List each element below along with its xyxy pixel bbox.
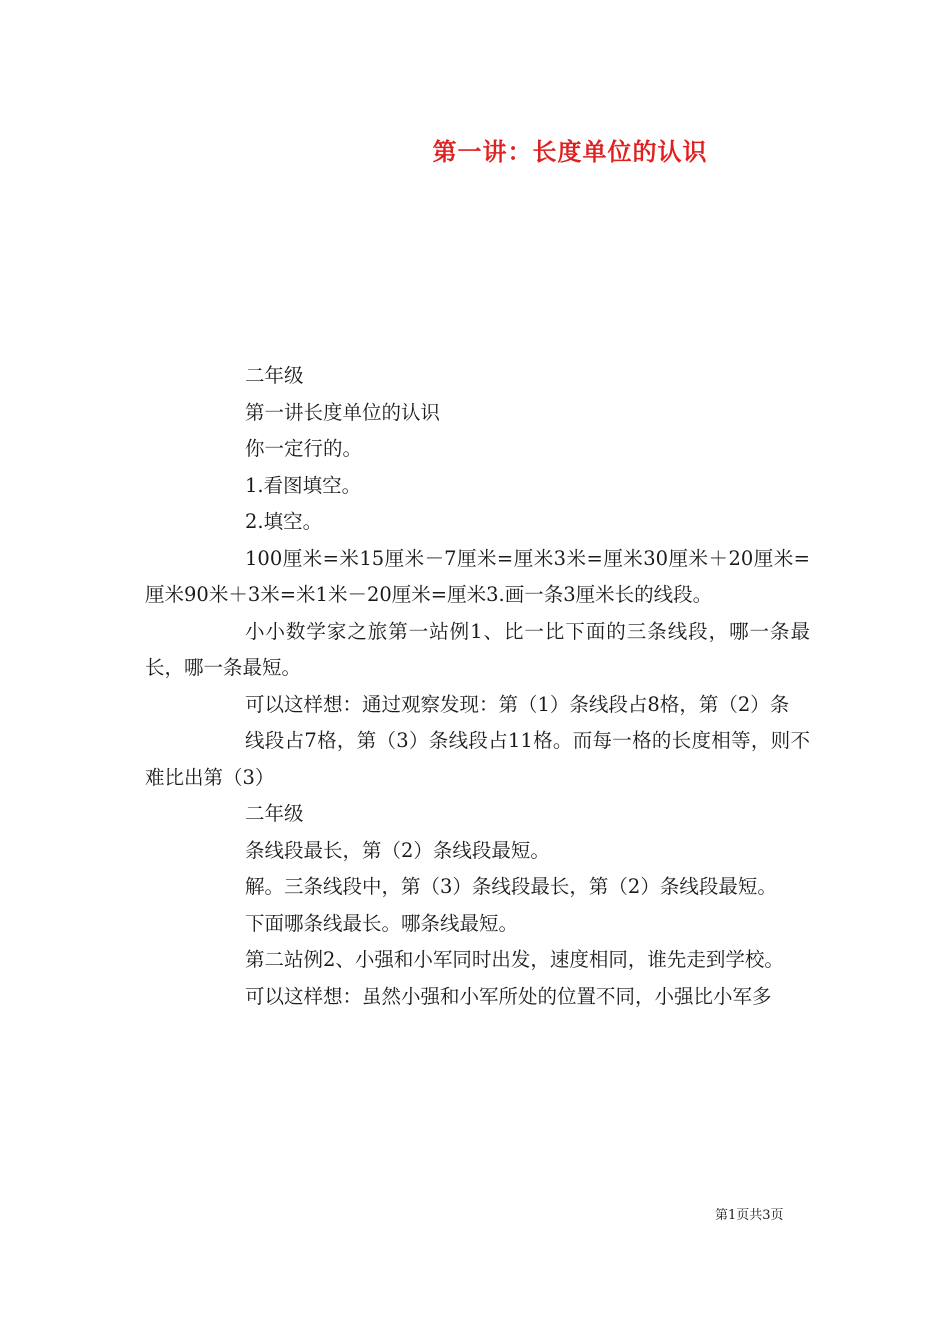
- paragraph: 二年级: [245, 364, 304, 387]
- page-title: 第一讲：长度单位的认识: [432, 137, 708, 166]
- paragraph: 二年级: [245, 802, 304, 825]
- paragraph: 可以这样想：虽然小强和小军所处的位置不同，小强比小军多: [245, 984, 772, 1008]
- paragraph: 解。三条线段中，第（3）条线段最长，第（2）条线段最短。: [245, 875, 777, 898]
- paragraph: 第一讲长度单位的认识: [245, 400, 441, 424]
- paragraph: 线段占7格，第（3）条线段占11格。而每一格的长度相等，则不难比出第（3）: [145, 729, 810, 789]
- paragraph: 100厘米=米15厘米－7厘米=厘米3米=厘米30厘米＋20厘米=厘米90米＋3米=米1米－20厘米=厘米3.画一条3厘米长的线段。: [145, 546, 810, 606]
- paragraph: 1.看图填空。: [245, 473, 362, 497]
- paragraph: 可以这样想：通过观察发现：第（1）条线段占8格，第（2）条: [245, 692, 790, 716]
- paragraph: 第二站例2、小强和小军同时出发，速度相同，谁先走到学校。: [245, 948, 784, 971]
- paragraph: 条线段最长，第（2）条线段最短。: [245, 838, 550, 862]
- page-number-footer: 第1页共3页: [715, 1208, 784, 1223]
- paragraph: 小小数学家之旅第一站例1、比一比下面的三条线段，哪一条最长，哪一条最短。: [145, 619, 810, 679]
- paragraph: 2.填空。: [245, 510, 323, 533]
- document-body: [145, 358, 810, 1015]
- paragraph: 你一定行的。: [245, 437, 363, 460]
- paragraph: 下面哪条线最长。哪条线最短。: [245, 911, 519, 935]
